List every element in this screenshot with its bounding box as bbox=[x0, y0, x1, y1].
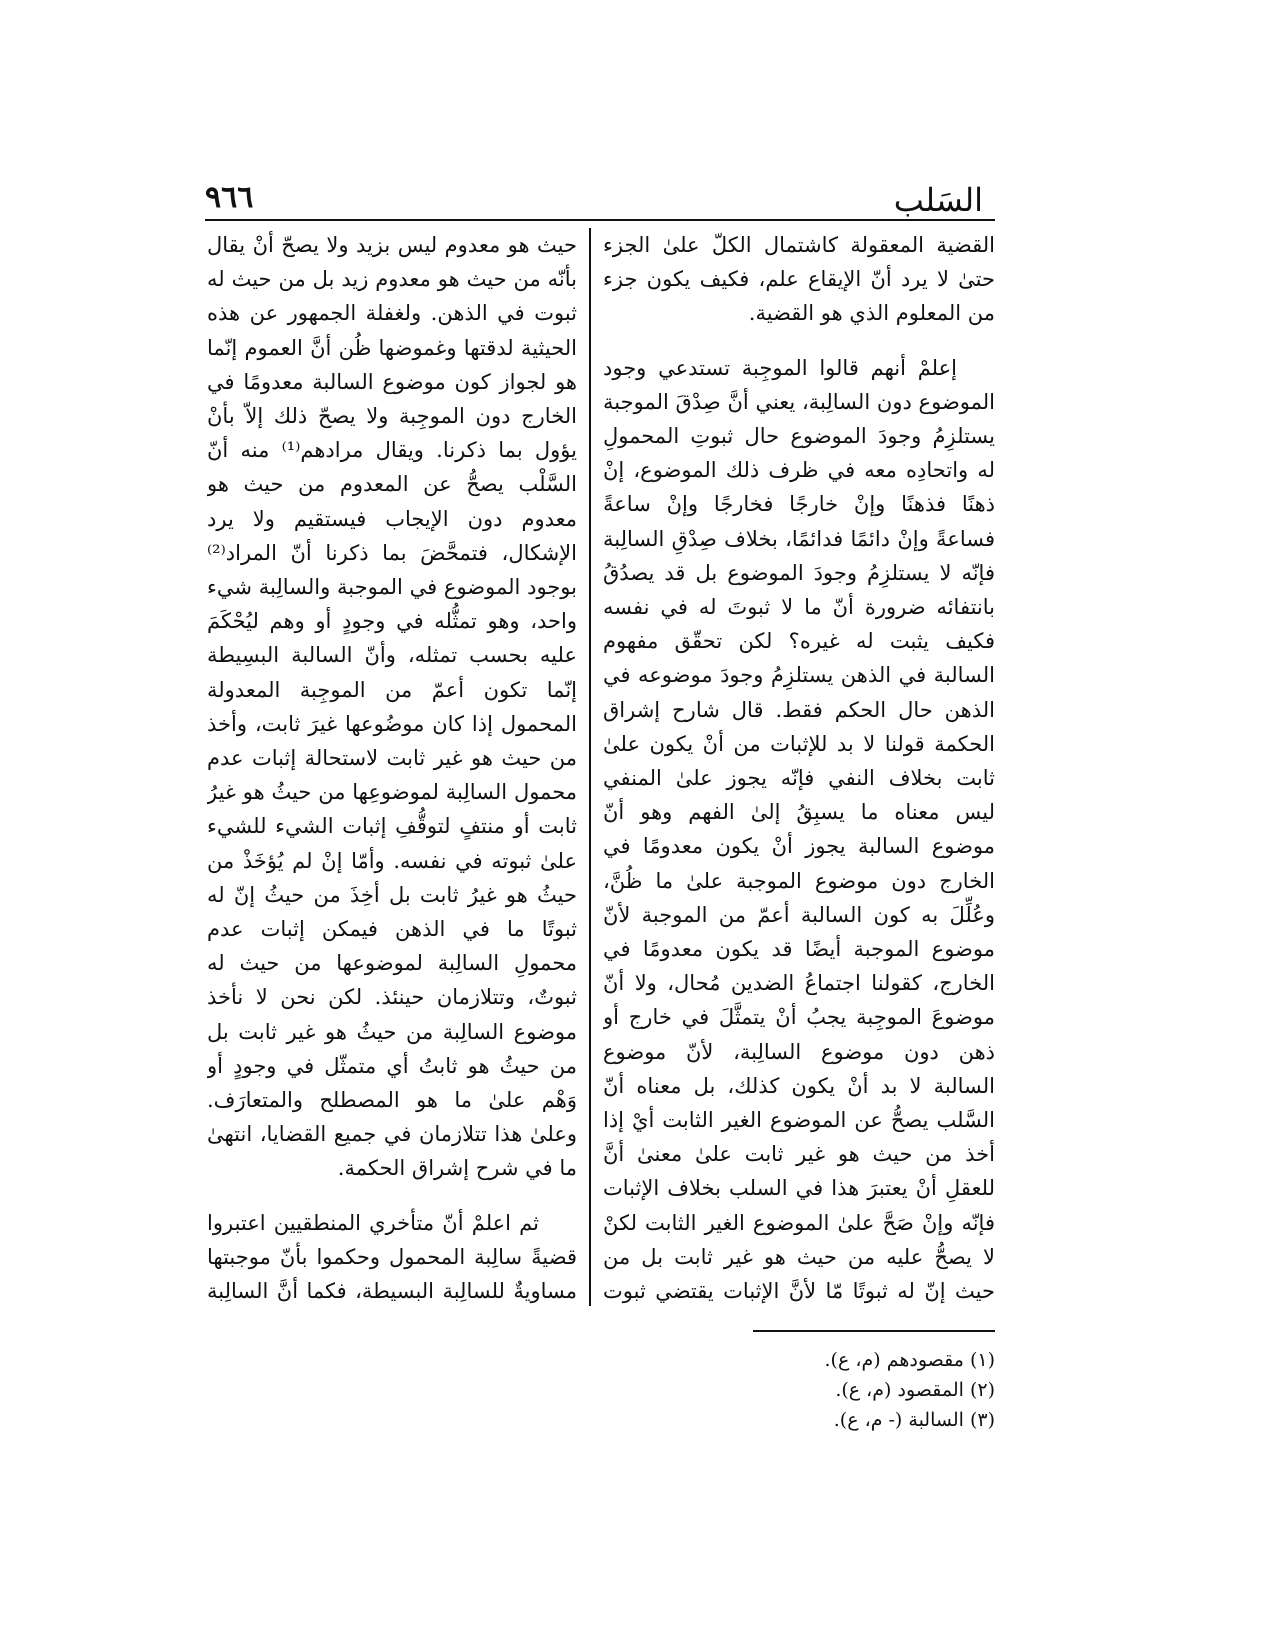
footnote: (٣) السالبة (- م، ع). bbox=[833, 1409, 995, 1431]
running-header-title: السَلب bbox=[893, 181, 983, 219]
right-text-column bbox=[603, 228, 995, 1308]
header-rule bbox=[205, 219, 995, 221]
page-number: ٩٦٦ bbox=[205, 180, 254, 215]
footnote: (١) مقصودهم (م، ع). bbox=[824, 1349, 995, 1371]
paragraph: القضية المعقولة كاشتمال الكلّ علىٰ الجزء حتىٰ لا يرد أنّ الإيقاع علم، فكيف يكون جزء من المعلوم الذي هو القضية. bbox=[603, 233, 995, 326]
paragraph: إعلمْ أنهم قالوا الموجِبة تستدعي وجود الموضوع دون السالِبة، يعني أنَّ صِدْقَ الموجبة يستلزِمُ وجودَ الموضوع حال ثبوتِ المحمولِ له واتحادِه معه في ظرف ذلك الموضوع، إنْ ذهنًا فذهنًا وإنْ خارجًا فخارجًا وإنْ ساعةً فساعةً وإنْ دائمًا فدائمًا، بخلاف صِدْقِ السالِبة فإنّه لا يستلزِمُ وجودَ الموضوع بل قد يصدُقُ بانتفائه ضرورة أنّ ما لا ثبوتَ له في نفسه فكيف يثبت له غيره؟ لكن تحقّق مفهوم السالبة في الذهن يستلزِمُ وجودَ موضوعه في الذهن حال الحكم فقط. قال شارح إشراق الحكمة قولنا لا بد للإثبات من أنْ يكون علىٰ ثابت بخلاف النفي فإنّه يجوز علىٰ المنفي ليس معناه ما يسبِقُ إلىٰ الفهم وهو أنّ موضوع السالبة يجوز أنْ يكون معدومًا في الخارج دون موضوع الموجبة علىٰ ما ظُنَّ، وعُلِّلَ به كون السالبة أعمّ من الموجبة لأنّ موضوع الموجبة أيضًا قد يكون معدومًا في الخارج، كقولنا اجتماعُ الضدين مُحال، ولا أنّ موضوعَ الموجِبة يجبُ أنْ يتمثَّلَ في خارج أو ذهن دون موضوع السالِبة، لأنّ موضوع السالبة لا بد أنْ يكون كذلك، بل معناه أنّ السَّلب يصحُّ عن الموضوع الغير الثابت أيْ إذا أخذ من حيث هو غير ثابت علىٰ معنىٰ أنَّ للعقلِ أنْ يعتبرَ هذا في السلب بخلاف الإثبات فإنّه وإنْ صَحَّ علىٰ الموضوع الغير الثابت لكنْ لا يصحُّ عليه من حيث هو غير ثابت بل من حيث إنّ له ثبوتًا مّا لأنَّ الإثبات يقتضي ثبوت bbox=[603, 355, 995, 1304]
footnote-rule bbox=[753, 1330, 995, 1332]
column-divider bbox=[589, 228, 591, 1306]
footnote: (٢) المقصود (م، ع). bbox=[835, 1379, 995, 1401]
paragraph: ثم اعلمْ أنّ متأخري المنطقيين اعتبروا قضيةً سالِبة المحمول وحكموا بأنّ موجبتها مساويةٌ للسالِبة البسيطة، فكما أنَّ السالِبة bbox=[207, 1210, 577, 1304]
left-text-column bbox=[207, 228, 577, 1308]
paragraph: حيث هو معدوم ليس بزيد ولا يصحّ أنْ يقال بأنّه من حيث هو معدوم زيد بل من حيث له ثبوت في الذهن. ولغفلة الجمهور عن هذه الحيثية لدقتها وغموضها ظُن أنَّ العموم إنّما هو لجواز كون موضوع السالبة معدومًا في الخارج دون الموجِبة ولا يصحّ ذلك إلاّ بأنْ يؤول بما ذكرنا. ويقال مرادهم⁽¹⁾ منه أنّ السَّلْب يصحُّ عن المعدوم من حيث هو معدوم دون الإيجاب فيستقيم ولا يرد الإشكال، فتمحَّضَ بما ذكرنا أنّ المراد⁽²⁾ بوجود الموضوع في الموجبة والسالِبة شيء واحد، وهو تمثُّله في وجودٍ أو وهم ليُحْكَمَ عليه بحسب تمثله، وأنّ السالبة البسِيطة إنّما تكون أعمّ من الموجِبة المعدولة المحمول إذا كان موضُوعها غيرَ ثابت، وأخذ من حيث هو غير ثابت لاستحالة إثبات عدم محمول السالِبة لموضوعِها من حيثُ هو غيرُ ثابت أو منتفٍ لتوقُّفِ إثبات الشيء للشيء علىٰ ثبوته في نفسه. وأمّا إنْ لم يُؤخَذْ من حيثُ هو غيرُ ثابت بل أخِذَ من حيثُ إنّ له ثبوتًا ما في الذهن فيمكن إثبات عدم محمولِ السالِبة لموضوعها من حيث له ثبوتٌ، وتتلازمان حينئذ. لكن نحن لا نأخذ موضوع السالِبة من حيثُ هو غير ثابت بل من حيثُ هو ثابتُ أي متمثّل في وجودٍ أو وَهْم علىٰ ما هو المصطلح والمتعارَف. وعلىٰ هذا تتلازمان في جميع القضايا، انتهىٰ ما في شرح إشراق الحكمة. bbox=[207, 233, 577, 1181]
footnotes bbox=[825, 1345, 995, 1435]
